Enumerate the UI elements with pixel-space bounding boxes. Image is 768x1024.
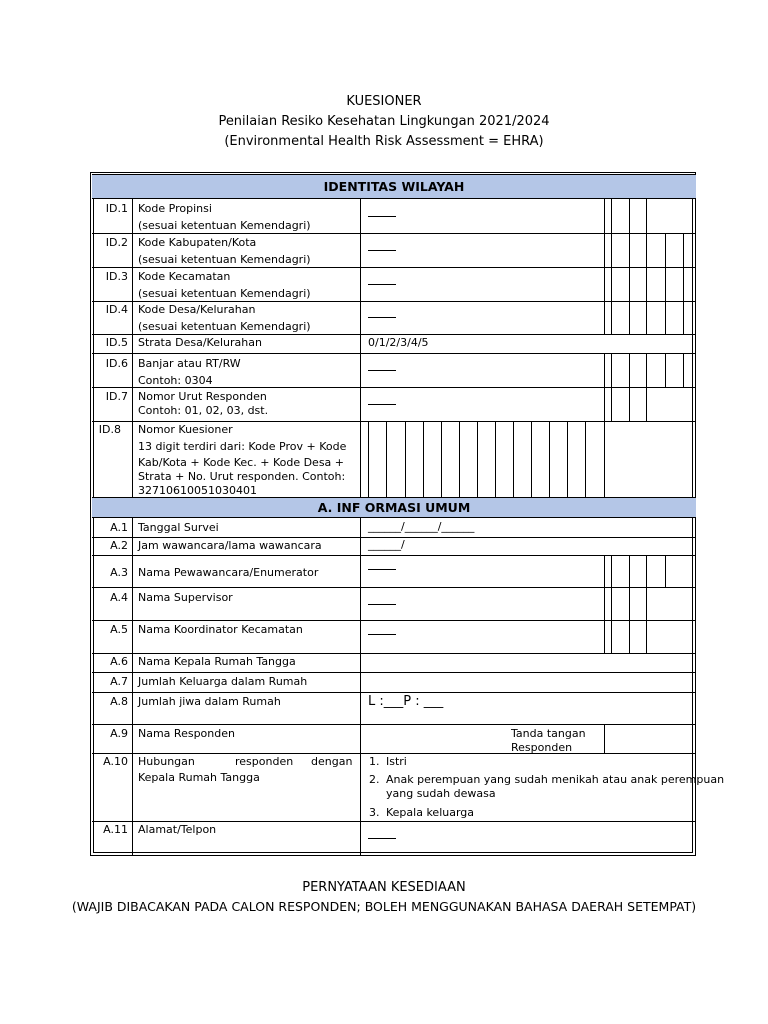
option-number: 3. <box>369 806 380 819</box>
signature-label: Tanda tangan <box>511 727 586 740</box>
row-label: Nama Responden <box>138 727 235 740</box>
row-note: (sesuai ketentuan Kemendagri) <box>138 320 311 333</box>
row-code: A.5 <box>110 623 128 636</box>
answer-blank[interactable] <box>368 569 396 570</box>
option-number: 1. <box>369 755 380 768</box>
row-code: A.11 <box>103 823 128 836</box>
row-label: Banjar atau RT/RW <box>138 357 241 370</box>
time-input[interactable]: ______/ <box>368 538 405 551</box>
section-identitas-wilayah: IDENTITAS WILAYAH <box>92 174 696 199</box>
row-label: Kode Kabupaten/Kota <box>138 236 257 249</box>
signature-box[interactable] <box>604 724 605 754</box>
row-note-line: 13 digit terdiri dari: Kode Prov + Kode <box>138 440 347 453</box>
row-label: Kepala Rumah Tangga <box>138 771 260 784</box>
row-code: A.6 <box>110 655 128 668</box>
row-label: Hubungan <box>138 755 195 768</box>
row-code: ID.3 <box>105 270 128 283</box>
row-label: Tanggal Survei <box>138 521 219 534</box>
document-subtitle: Penilaian Resiko Kesehatan Lingkungan 2021/2024 <box>218 114 550 129</box>
row-note: (sesuai ketentuan Kemendagri) <box>138 287 311 300</box>
answer-blank[interactable] <box>368 604 396 605</box>
answer-blank[interactable] <box>368 370 396 371</box>
answer-blank[interactable] <box>368 838 396 839</box>
row-value[interactable]: 0/1/2/3/4/5 <box>368 336 429 349</box>
option-text-line2: yang sudah dewasa <box>386 787 496 800</box>
row-label: Alamat/Telpon <box>138 823 217 836</box>
document-title: KUESIONER <box>346 94 422 109</box>
row-note-line: Kab/Kota + Kode Kec. + Kode Desa + <box>138 456 345 469</box>
row-code: ID.4 <box>105 303 128 316</box>
row-label: Nama Koordinator Kecamatan <box>138 623 303 636</box>
row-note: (sesuai ketentuan Kemendagri) <box>138 253 311 266</box>
row-code: A.9 <box>110 727 128 740</box>
column-divider-answer <box>360 199 361 497</box>
row-note-line: 32710610051030401 <box>138 484 257 497</box>
row-label: Jam wawancara/lama wawancara <box>138 539 322 552</box>
row-label: Strata Desa/Kelurahan <box>138 336 262 349</box>
row-label: Kode Desa/Kelurahan <box>138 303 256 316</box>
row-note: Contoh: 0304 <box>138 374 213 387</box>
option-number: 2. <box>369 773 380 786</box>
row-code: A.8 <box>110 695 128 708</box>
option-text: Kepala keluarga <box>386 806 475 819</box>
statement-subtitle: (WAJIB DIBACAKAN PADA CALON RESPONDEN; BOLEH MENGGUNAKAN BAHASA DAERAH SETEMPAT) <box>71 899 697 914</box>
option-text: Istri <box>386 755 407 768</box>
answer-blank[interactable] <box>368 250 396 251</box>
row-code: ID.7 <box>105 390 128 403</box>
row-label: dengan <box>311 755 353 768</box>
answer-blank[interactable] <box>368 634 396 635</box>
row-note-line: Strata + No. Urut responden. Contoh: <box>138 470 346 483</box>
row-label: Nama Supervisor <box>138 591 233 604</box>
row-note: (sesuai ketentuan Kemendagri) <box>138 219 311 232</box>
row-note: Contoh: 01, 02, 03, dst. <box>138 404 269 417</box>
row-code: A.10 <box>103 755 128 768</box>
household-count-input[interactable]: L :___P : ___ <box>368 694 444 709</box>
answer-blank[interactable] <box>368 284 396 285</box>
answer-blank[interactable] <box>368 317 396 318</box>
row-label: Nama Pewawancara/Enumerator <box>138 566 319 579</box>
date-input[interactable]: ______/______/______ <box>368 520 475 533</box>
answer-blank[interactable] <box>368 404 396 405</box>
section-informasi-umum: A. INF ORMASI UMUM <box>92 497 696 518</box>
row-code: ID.8 <box>98 423 121 436</box>
row-code: A.1 <box>110 521 128 534</box>
row-label: Nama Kepala Rumah Tangga <box>138 655 296 668</box>
row-code: ID.5 <box>105 336 128 349</box>
statement-title: PERNYATAAN KESEDIAAN <box>302 880 466 895</box>
row-label: Kode Propinsi <box>138 202 212 215</box>
row-code: A.7 <box>110 675 128 688</box>
row-code: ID.6 <box>105 357 128 370</box>
row-label: Kode Kecamatan <box>138 270 231 283</box>
answer-blank[interactable] <box>368 216 396 217</box>
row-label: responden <box>235 755 294 768</box>
row-label: Jumlah jiwa dalam Rumah <box>138 695 281 708</box>
signature-label-line2: Responden <box>511 741 573 754</box>
option-text: Anak perempuan yang sudah menikah atau anak perempuan <box>386 773 725 786</box>
row-code: ID.1 <box>105 202 128 215</box>
row-label: Nomor Urut Responden <box>138 390 267 403</box>
column-divider-code <box>132 199 133 497</box>
document-subtitle-english: (Environmental Health Risk Assessment = EHRA) <box>224 134 544 149</box>
row-code: A.3 <box>110 566 128 579</box>
row-label: Jumlah Keluarga dalam Rumah <box>138 675 308 688</box>
row-code: ID.2 <box>105 236 128 249</box>
row-code: A.4 <box>110 591 128 604</box>
row-code: A.2 <box>110 539 128 552</box>
row-label: Nomor Kuesioner <box>138 423 233 436</box>
